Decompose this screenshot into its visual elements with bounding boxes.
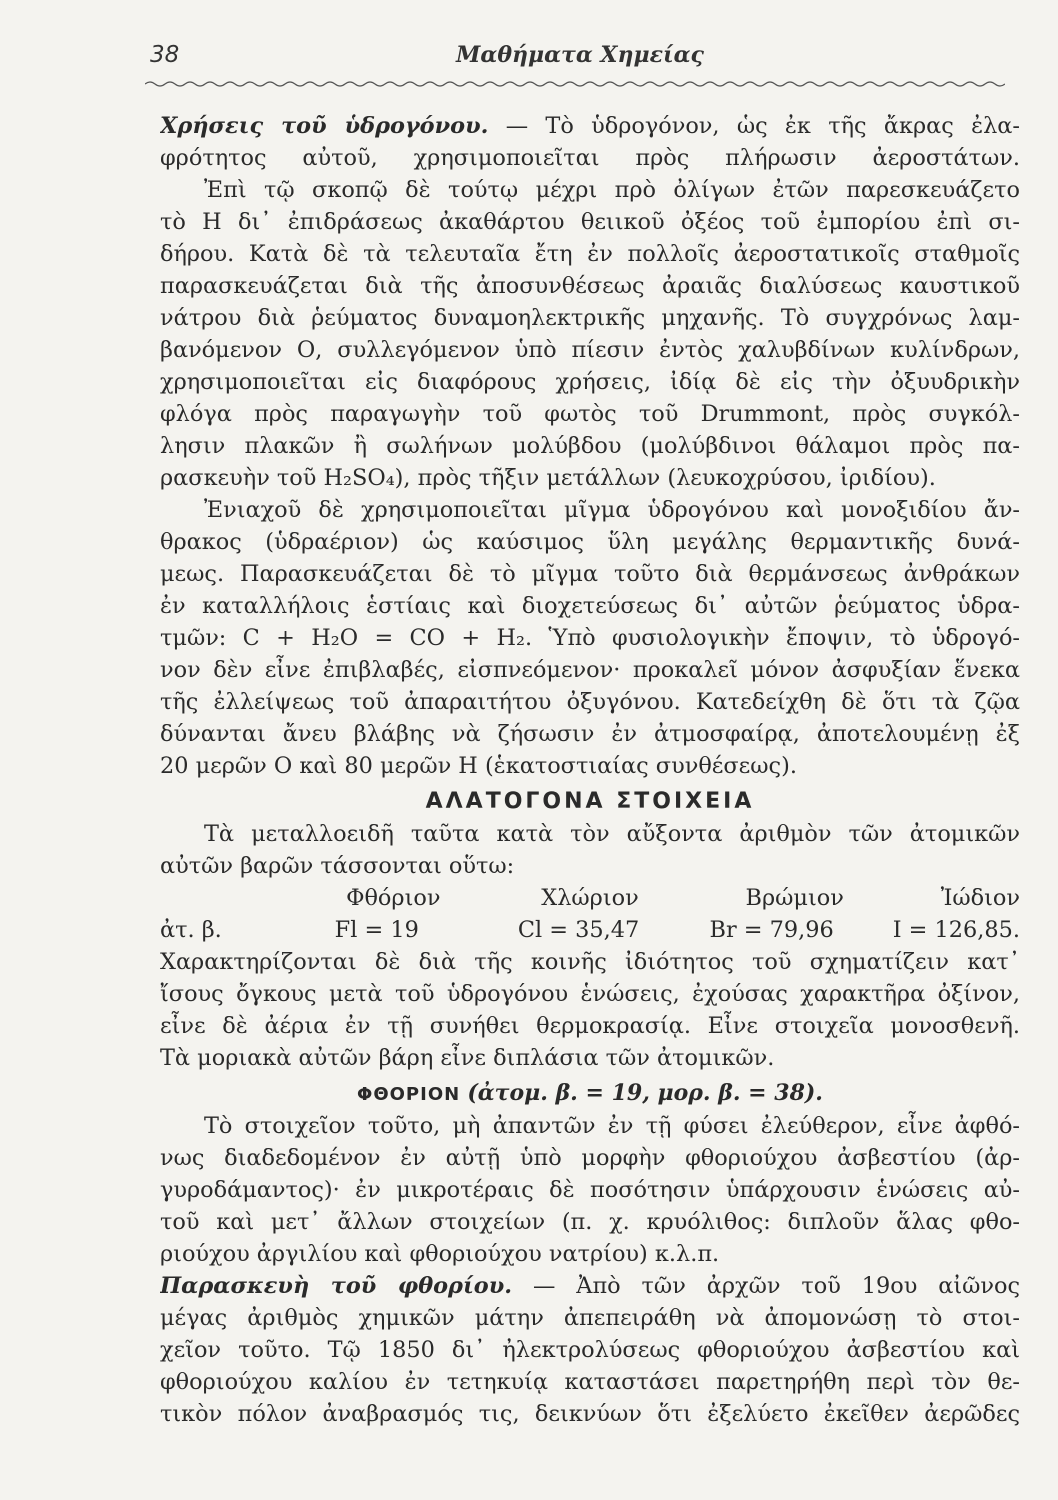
paragraph-line: φλόγα πρὸς παραγωγὴν τοῦ φωτὸς τοῦ Drummont, πρὸς συγκόλ- bbox=[160, 401, 1020, 427]
table-cell: Cl = 35,47 bbox=[517, 917, 640, 943]
paragraph-line: τικὸν πόλον ἀναβρασμός τις, δεικνύων ὅτι ἐξελύετο ἐκεῖθεν ἀερῶδες bbox=[160, 1401, 1020, 1427]
table-cell: Ἰώδιον bbox=[940, 885, 1020, 911]
paragraph-line: τὸ Η δι᾽ ἐπιδράσεως ἀκαθάρτου θειικοῦ ὀξέος τοῦ ἐμπορίου ἐπὶ σι- bbox=[160, 209, 1020, 235]
paragraph-line: μέγας ἀριθμὸς χημικῶν μάτην ἀπεπειράθη νὰ ἀπομονώσῃ τὸ στοι- bbox=[160, 1305, 1020, 1331]
table-cell: I = 126,85. bbox=[892, 917, 1020, 943]
subsection-heading: Παρασκευὴ τοῦ φθορίου. bbox=[160, 1273, 513, 1299]
body-text bbox=[160, 110, 1020, 1430]
running-title: Μαθήματα Χημείας bbox=[456, 42, 704, 68]
table-cell: Fl = 19 bbox=[334, 917, 419, 943]
table-cell: Br = 79,96 bbox=[709, 917, 834, 943]
paragraph-line: φρότητος αὐτοῦ, χρησιμοποιεῖται πρὸς πλήρωσιν ἀεροστάτων. bbox=[160, 145, 1020, 171]
page-header bbox=[150, 42, 1010, 72]
paragraph-line: 20 μερῶν Ο καὶ 80 μερῶν Η (ἑκατοστιαίας συνθέσεως). bbox=[160, 753, 797, 779]
paragraph-line: Τὰ μεταλλοειδῆ ταῦτα κατὰ τὸν αὔξοντα ἀριθμὸν τῶν ἀτομικῶν bbox=[204, 821, 1020, 847]
paragraph-line: τμῶν: C + H₂O = CO + H₂. Ὑπὸ φυσιολογικὴν ἔποψιν, τὸ ὑδρογό- bbox=[160, 625, 1020, 651]
atomic-weights-row bbox=[160, 914, 1020, 946]
paragraph-line: βανόμενον Ο, συλλεγόμενον ὑπὸ πίεσιν ἐντὸς χαλυβδίνων κυλίνδρων, bbox=[160, 337, 1020, 363]
paragraph-line: τοῦ καὶ μετ᾽ ἄλλων στοιχείων (π. χ. κρυόλιθος: διπλοῦν ἅλας φθο- bbox=[160, 1209, 1020, 1235]
paragraph-line: Χρήσεις τοῦ ὑδρογόνου. — Τὸ ὑδρογόνον, ὡς ἐκ τῆς ἄκρας ἐλα- bbox=[160, 113, 1020, 139]
paragraph-line: Ἐνιαχοῦ δὲ χρησιμοποιεῖται μῖγμα ὑδρογόνου καὶ μονοξιδίου ἄν- bbox=[204, 497, 1020, 523]
paragraph-line: φθοριούχου καλίου ἐν τετηκυίᾳ καταστάσει παρετηρήθη περὶ τὸν θε- bbox=[160, 1369, 1020, 1395]
paragraph-line: εἶνε δὲ ἀέρια ἐν τῇ συνήθει θερμοκρασίᾳ. Εἶνε στοιχεῖα μονοσθενῆ. bbox=[160, 1013, 1020, 1039]
header-wavy-rule bbox=[145, 78, 1005, 90]
paragraph-line: μεως. Παρασκευάζεται δὲ τὸ μῖγμα τοῦτο διὰ θερμάνσεως ἀνθράκων bbox=[160, 561, 1020, 587]
paragraph-line: τῆς ἐλλείψεως τοῦ ἀπαραιτήτου ὀξυγόνου. Κατεδείχθη δὲ ὅτι τὰ ζῷα bbox=[160, 689, 1020, 715]
table-cell: Βρώμιον bbox=[745, 885, 844, 911]
paragraph-line: Παρασκευὴ τοῦ φθορίου. — Ἀπὸ τῶν ἀρχῶν τοῦ 19ου αἰῶνος bbox=[160, 1273, 1020, 1299]
paragraph-line: αὐτῶν βαρῶν τάσσονται οὕτω: bbox=[160, 853, 515, 879]
paragraph-line: ρασκευὴν τοῦ H₂SO₄), πρὸς τῆξιν μετάλλων (λευκοχρύσου, ἰριδίου). bbox=[160, 465, 936, 491]
section-heading: ΑΛΑΤΟΓΟΝΑ ΣΤΟΙΧΕΙΑ bbox=[425, 789, 755, 814]
paragraph-line: γυροδάμαντος)· ἐν μικροτέραις δὲ ποσότησιν ὑπάρχουσιν ἑνώσεις αὐ- bbox=[160, 1177, 1020, 1203]
page-number: 38 bbox=[150, 42, 180, 68]
paragraph-line: δήρου. Κατὰ δὲ τὰ τελευταῖα ἔτη ἐν πολλοῖς ἀεροστατικοῖς σταθμοῖς bbox=[160, 241, 1020, 267]
paragraph-line: ριούχου ἀργιλίου καὶ φθοριούχου νατρίου) κ.λ.π. bbox=[160, 1241, 720, 1267]
paragraph-line: Ἐπὶ τῷ σκοπῷ δὲ τούτῳ μέχρι πρὸ ὀλίγων ἐτῶν παρεσκευάζετο bbox=[204, 177, 1020, 203]
table-cell bbox=[160, 882, 346, 914]
paragraph-line: Χαρακτηρίζονται δὲ διὰ τῆς κοινῆς ἰδιότητος τοῦ σχηματίζειν κατ᾽ bbox=[160, 949, 1020, 975]
paragraph-line: παρασκευάζεται διὰ τῆς ἀποσυνθέσεως ἀραιᾶς διαλύσεως καυστικοῦ bbox=[160, 273, 1020, 299]
paragraph-line: νον δὲν εἶνε ἐπιβλαβές, εἰσπνεόμενον· προκαλεῖ μόνον ἀσφυξίαν ἕνεκα bbox=[160, 657, 1020, 683]
paragraph-line: χεῖον τοῦτο. Τῷ 1850 δι᾽ ἠλεκτρολύσεως φθοριούχου ἀσβεστίου καὶ bbox=[160, 1337, 1020, 1363]
paragraph-line: νάτρου διὰ ῥεύματος δυναμοηλεκτρικῆς μηχανῆς. Τὸ συγχρόνως λαμ- bbox=[160, 305, 1020, 331]
paragraph-line: νως διαδεδομένον ἐν αὐτῇ ὑπὸ μορφὴν φθοριούχου ἀσβεστίου (ἀρ- bbox=[160, 1145, 1020, 1171]
table-cell: Χλώριον bbox=[541, 885, 639, 911]
fluorine-weights: (ἀτομ. β. = 19, μορ. β. = 38). bbox=[467, 1080, 823, 1106]
element-names-row bbox=[160, 882, 1020, 914]
paragraph-line: ἴσους ὄγκους μετὰ τοῦ ὑδρογόνου ἑνώσεις, ἐχούσας χαρακτῆρα ὀξίνον, bbox=[160, 981, 1020, 1007]
paragraph-line: χρησιμοποιεῖται εἰς διαφόρους χρήσεις, ἰδίᾳ δὲ εἰς τὴν ὀξυυδρικὴν bbox=[160, 369, 1020, 395]
subsection-heading: Χρήσεις τοῦ ὑδρογόνου. bbox=[160, 113, 489, 139]
fluorine-title: ΦΘΟΡΙΟΝ bbox=[357, 1084, 461, 1105]
table-cell: Φθόριον bbox=[346, 885, 441, 911]
fluorine-heading bbox=[160, 1074, 1020, 1110]
paragraph-line: Τὰ μοριακὰ αὐτῶν βάρη εἶνε διπλάσια τῶν ἀτομικῶν. bbox=[160, 1045, 775, 1071]
paragraph-line: λησιν πλακῶν ἢ σωλήνων μολύβδου (μολύβδινοι θάλαμοι πρὸς πα- bbox=[160, 433, 1020, 459]
paragraph-line: δύνανται ἄνευ βλάβης νὰ ζήσωσιν ἐν ἀτμοσφαίρᾳ, ἀποτελουμένῃ ἐξ bbox=[160, 721, 1020, 747]
paragraph-line: θρακος (ὑδραέριον) ὡς καύσιμος ὕλη μεγάλης θερμαντικῆς δυνά- bbox=[160, 529, 1020, 555]
paragraph-line: Τὸ στοιχεῖον τοῦτο, μὴ ἀπαντῶν ἐν τῇ φύσει ἐλεύθερον, εἶνε ἀφθό- bbox=[204, 1113, 1020, 1139]
paragraph-line: ἐν καταλλήλοις ἑστίαις καὶ διοχετεύσεως δι᾽ αὐτῶν ῥεύματος ὑδρα- bbox=[160, 593, 1020, 619]
table-cell: ἀτ. β. bbox=[160, 917, 222, 943]
